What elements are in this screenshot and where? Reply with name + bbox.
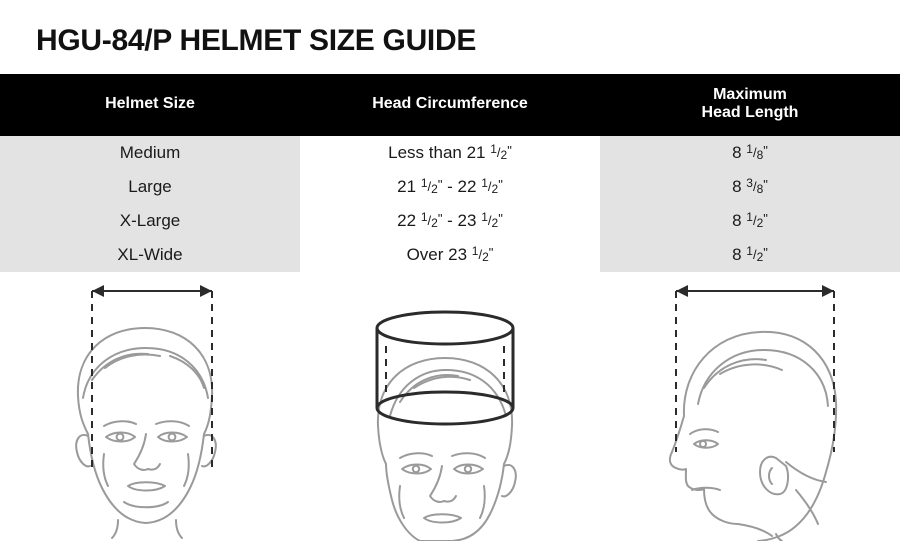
fraction: 1/2 [471, 243, 489, 264]
table-row [0, 170, 900, 204]
inch-mark: " [498, 176, 503, 192]
head-circumference-top-view [300, 276, 600, 541]
inch-mark: " [488, 244, 494, 260]
fraction: 1/2 [746, 209, 764, 230]
circ-separator: - 22 [442, 176, 482, 196]
table-row [0, 204, 900, 238]
len-whole: 8 [732, 142, 747, 162]
cell-helmet-size: Large [0, 170, 300, 204]
front-view-diagram [0, 276, 300, 541]
fraction: 1/2 [746, 243, 764, 264]
cell-head-circumference [300, 204, 600, 238]
len-whole: 8 [732, 244, 747, 264]
cell-max-head-length [600, 136, 900, 170]
cell-head-circumference [300, 238, 600, 272]
fraction: 3/8 [746, 175, 764, 196]
inch-mark: " [498, 210, 503, 226]
column-header-head-circumference: Head Circumference [300, 74, 600, 136]
fraction: 1/2 [481, 175, 499, 196]
fraction: 1/2 [420, 209, 438, 230]
fraction: 1/2 [481, 209, 499, 230]
column-header-helmet-size: Helmet Size [0, 74, 300, 136]
len-whole: 8 [732, 176, 747, 196]
column-header-maximum-head-length [600, 74, 900, 136]
inch-mark: " [507, 142, 512, 158]
table-header [0, 74, 900, 136]
cell-max-head-length [600, 238, 900, 272]
page-title: HGU-84/P HELMET SIZE GUIDE [36, 24, 477, 57]
helmet-size-table [0, 74, 900, 272]
cell-helmet-size: X-Large [0, 204, 300, 238]
inch-mark: " [763, 142, 768, 158]
width-dimension-line [92, 285, 212, 472]
len-whole: 8 [732, 210, 747, 230]
circ-text: Over 23 [406, 244, 472, 264]
table-row [0, 238, 900, 272]
column-header-line-1: Maximum [713, 86, 787, 103]
circ-text: 22 [397, 210, 421, 230]
inch-mark: " [437, 210, 443, 226]
fraction: 1/2 [490, 141, 508, 162]
cell-max-head-length [600, 204, 900, 238]
table-body [0, 136, 900, 272]
circ-text: Less than 21 [388, 142, 491, 162]
table-row [0, 136, 900, 170]
cell-helmet-size: XL-Wide [0, 238, 300, 272]
circ-separator: - 23 [442, 210, 482, 230]
cell-head-circumference [300, 170, 600, 204]
inch-mark: " [437, 176, 443, 192]
inch-mark: " [763, 244, 768, 260]
side-view-diagram [600, 276, 900, 541]
head-length-side-view [600, 276, 900, 541]
length-dimension-line [676, 285, 834, 452]
measurement-illustrations [0, 276, 900, 541]
table-header-row [0, 74, 900, 136]
circumference-diagram [300, 276, 600, 541]
circ-text: 21 [397, 176, 421, 196]
cell-head-circumference [300, 136, 600, 170]
head-width-front-view [0, 276, 300, 541]
circumference-band [377, 312, 513, 424]
column-header-line-2: Head Length [701, 103, 799, 121]
fraction: 1/2 [420, 175, 438, 196]
cell-max-head-length [600, 170, 900, 204]
fraction: 1/8 [746, 141, 764, 162]
inch-mark: " [763, 176, 768, 192]
inch-mark: " [763, 210, 768, 226]
cell-helmet-size: Medium [0, 136, 300, 170]
